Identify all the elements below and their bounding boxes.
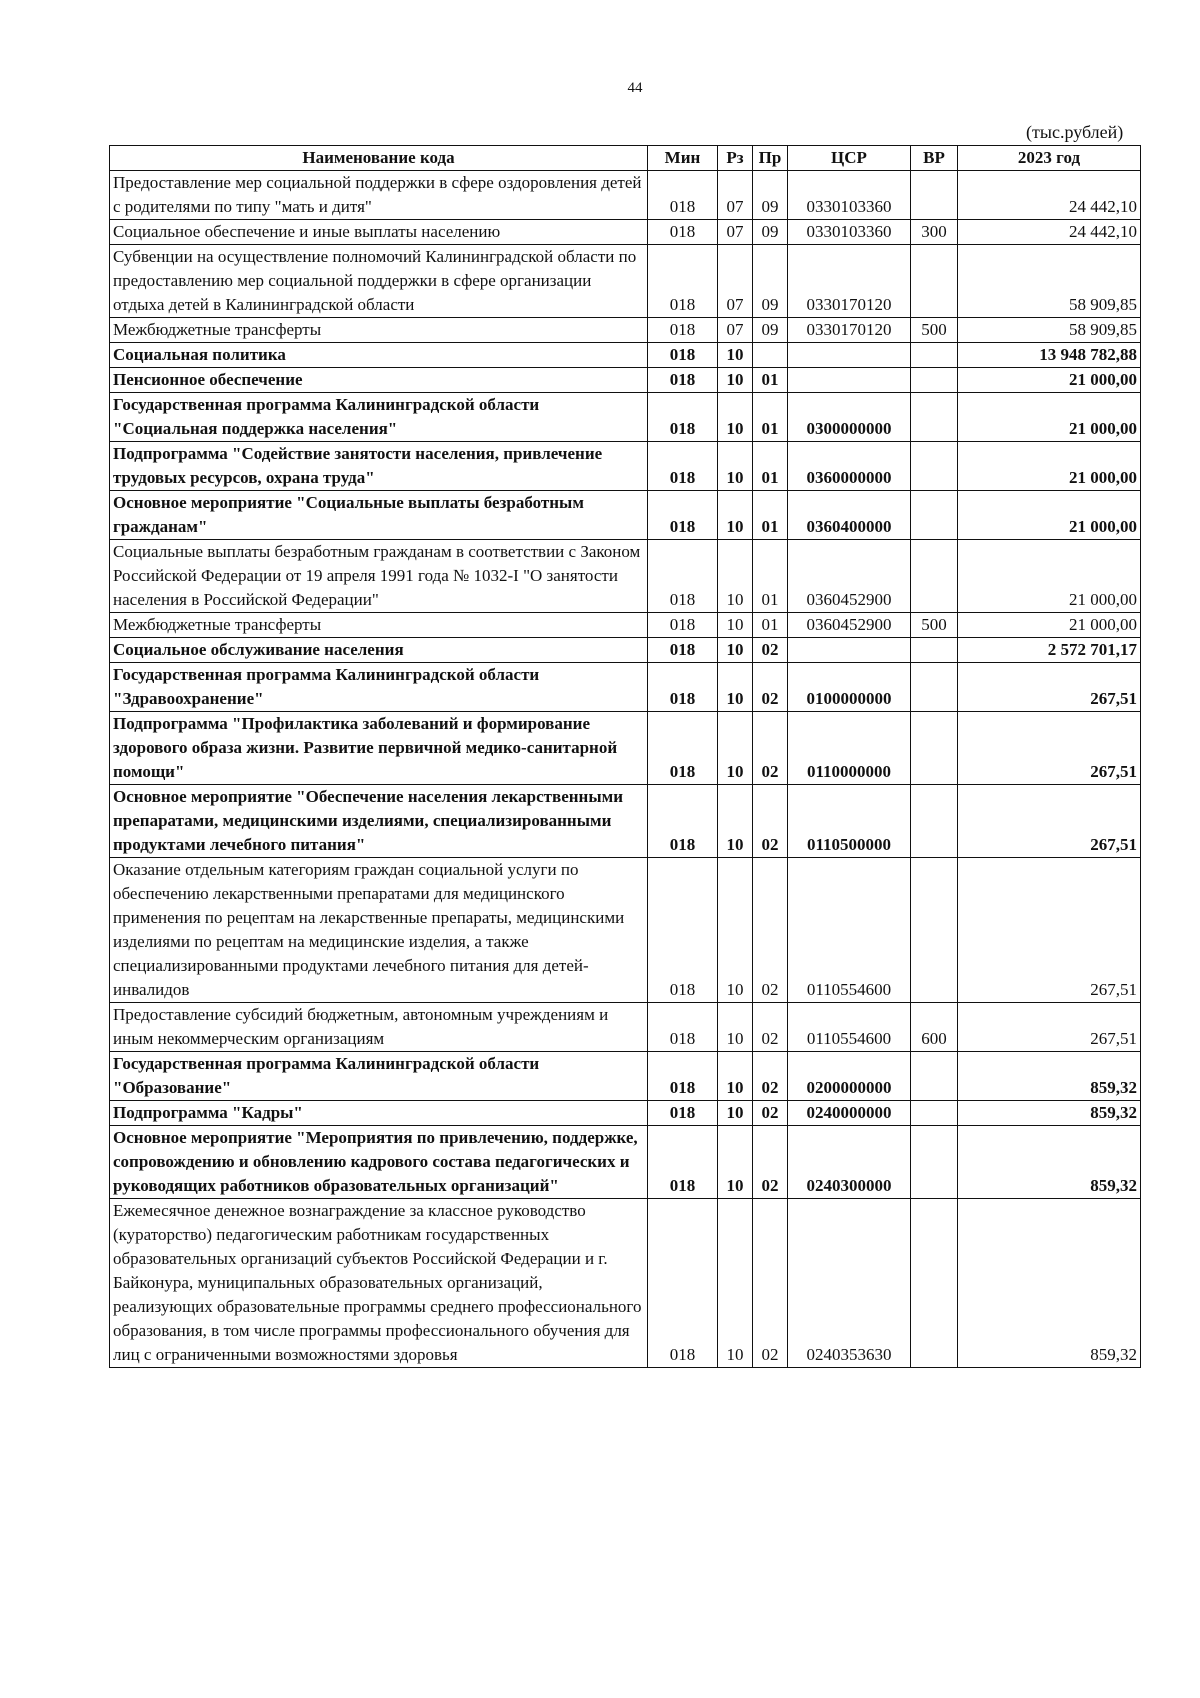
cell-vr: 300 xyxy=(911,220,958,245)
cell-rz: 10 xyxy=(718,1126,753,1199)
cell-pr: 02 xyxy=(753,1003,788,1052)
cell-name: Подпрограмма "Кадры" xyxy=(110,1101,648,1126)
col-header-pr: Пр xyxy=(753,146,788,171)
table-row xyxy=(110,785,1141,858)
cell-vr xyxy=(911,491,958,540)
cell-amount: 267,51 xyxy=(958,858,1141,1003)
unit-label: (тыс.рублей) xyxy=(1026,122,1124,142)
cell-pr: 02 xyxy=(753,785,788,858)
table-row xyxy=(110,442,1141,491)
cell-pr: 09 xyxy=(753,171,788,220)
table-row xyxy=(110,1101,1141,1126)
cell-min: 018 xyxy=(648,220,718,245)
cell-csr: 0110554600 xyxy=(788,1003,911,1052)
table-row xyxy=(110,663,1141,712)
cell-csr xyxy=(788,638,911,663)
cell-rz: 07 xyxy=(718,220,753,245)
cell-amount: 58 909,85 xyxy=(958,318,1141,343)
cell-rz: 10 xyxy=(718,613,753,638)
table-row xyxy=(110,245,1141,318)
cell-rz: 10 xyxy=(718,712,753,785)
cell-vr xyxy=(911,638,958,663)
cell-min: 018 xyxy=(648,171,718,220)
cell-pr: 02 xyxy=(753,712,788,785)
cell-vr xyxy=(911,343,958,368)
cell-amount: 267,51 xyxy=(958,1003,1141,1052)
cell-rz: 07 xyxy=(718,318,753,343)
cell-amount: 58 909,85 xyxy=(958,245,1141,318)
cell-pr: 02 xyxy=(753,1126,788,1199)
cell-name: Государственная программа Калининградской области "Образование" xyxy=(110,1052,648,1101)
cell-csr: 0330103360 xyxy=(788,220,911,245)
cell-vr xyxy=(911,858,958,1003)
cell-name: Социальные выплаты безработным гражданам в соответствии с Законом Российской Федерации от 19 апреля 1991 года № 1032-I "О занятости населения в Российской Федерации" xyxy=(110,540,648,613)
cell-pr: 09 xyxy=(753,318,788,343)
cell-pr: 01 xyxy=(753,613,788,638)
table-row xyxy=(110,343,1141,368)
page-number: 44 xyxy=(627,80,643,96)
table-body xyxy=(110,171,1141,1368)
cell-csr: 0360452900 xyxy=(788,613,911,638)
col-header-year: 2023 год xyxy=(958,146,1141,171)
cell-name: Социальное обслуживание населения xyxy=(110,638,648,663)
cell-amount: 21 000,00 xyxy=(958,368,1141,393)
cell-min: 018 xyxy=(648,368,718,393)
cell-amount: 267,51 xyxy=(958,785,1141,858)
cell-rz: 10 xyxy=(718,540,753,613)
cell-name: Межбюджетные трансферты xyxy=(110,318,648,343)
cell-amount: 21 000,00 xyxy=(958,491,1141,540)
cell-min: 018 xyxy=(648,1199,718,1368)
table-row xyxy=(110,1126,1141,1199)
cell-pr: 01 xyxy=(753,442,788,491)
cell-pr: 02 xyxy=(753,663,788,712)
table-row xyxy=(110,638,1141,663)
cell-amount: 13 948 782,88 xyxy=(958,343,1141,368)
cell-name: Социальная политика xyxy=(110,343,648,368)
budget-table xyxy=(109,145,1141,1368)
cell-pr: 01 xyxy=(753,491,788,540)
cell-rz: 10 xyxy=(718,1199,753,1368)
cell-rz: 07 xyxy=(718,171,753,220)
cell-csr: 0110500000 xyxy=(788,785,911,858)
col-header-name: Наименование кода xyxy=(110,146,648,171)
table-row xyxy=(110,1199,1141,1368)
cell-min: 018 xyxy=(648,540,718,613)
cell-min: 018 xyxy=(648,245,718,318)
cell-csr: 0360452900 xyxy=(788,540,911,613)
cell-vr: 500 xyxy=(911,318,958,343)
cell-vr xyxy=(911,785,958,858)
cell-rz: 07 xyxy=(718,245,753,318)
cell-csr: 0360000000 xyxy=(788,442,911,491)
cell-min: 018 xyxy=(648,613,718,638)
cell-csr: 0110000000 xyxy=(788,712,911,785)
cell-min: 018 xyxy=(648,1003,718,1052)
cell-name: Подпрограмма "Содействие занятости населения, привлечение трудовых ресурсов, охрана труда" xyxy=(110,442,648,491)
cell-name: Субвенции на осуществление полномочий Калининградской области по предоставлению мер социальной поддержки в сфере организации отдыха детей в Калининградской области xyxy=(110,245,648,318)
cell-amount: 21 000,00 xyxy=(958,613,1141,638)
cell-csr: 0330170120 xyxy=(788,318,911,343)
cell-name: Основное мероприятие "Обеспечение населения лекарственными препаратами, медицинскими изделиями, специализированными продуктами лечебного питания" xyxy=(110,785,648,858)
cell-rz: 10 xyxy=(718,442,753,491)
cell-amount: 21 000,00 xyxy=(958,442,1141,491)
cell-vr xyxy=(911,171,958,220)
cell-pr: 09 xyxy=(753,245,788,318)
table-row xyxy=(110,712,1141,785)
cell-amount: 859,32 xyxy=(958,1101,1141,1126)
cell-csr: 0240000000 xyxy=(788,1101,911,1126)
cell-vr xyxy=(911,1052,958,1101)
cell-vr xyxy=(911,712,958,785)
cell-min: 018 xyxy=(648,318,718,343)
table-row xyxy=(110,1003,1141,1052)
cell-rz: 10 xyxy=(718,368,753,393)
table-row xyxy=(110,368,1141,393)
cell-name: Ежемесячное денежное вознаграждение за классное руководство (кураторство) педагогическим работникам государственных образовательных организаций субъектов Российской Федерации и г. Байконура, муниципальных образовательных организаций, реализующих образовательные программы среднего профессионального образования, в том числе программы профессионального обучения для лиц с ограниченными возможностями здоровья xyxy=(110,1199,648,1368)
cell-csr: 0240353630 xyxy=(788,1199,911,1368)
cell-vr xyxy=(911,1126,958,1199)
cell-pr: 02 xyxy=(753,858,788,1003)
cell-name: Подпрограмма "Профилактика заболеваний и формирование здорового образа жизни. Развитие первичной медико-санитарной помощи" xyxy=(110,712,648,785)
cell-amount: 21 000,00 xyxy=(958,540,1141,613)
cell-amount: 267,51 xyxy=(958,712,1141,785)
cell-vr: 500 xyxy=(911,613,958,638)
cell-rz: 10 xyxy=(718,638,753,663)
cell-amount: 24 442,10 xyxy=(958,220,1141,245)
cell-name: Предоставление субсидий бюджетным, автономным учреждениям и иным некоммерческим организациям xyxy=(110,1003,648,1052)
cell-min: 018 xyxy=(648,638,718,663)
table-row xyxy=(110,318,1141,343)
cell-csr: 0100000000 xyxy=(788,663,911,712)
cell-rz: 10 xyxy=(718,343,753,368)
cell-amount: 21 000,00 xyxy=(958,393,1141,442)
cell-name: Предоставление мер социальной поддержки в сфере оздоровления детей с родителями по типу "мать и дитя" xyxy=(110,171,648,220)
cell-name: Межбюджетные трансферты xyxy=(110,613,648,638)
cell-rz: 10 xyxy=(718,785,753,858)
table-row xyxy=(110,858,1141,1003)
cell-name: Государственная программа Калининградской области "Здравоохранение" xyxy=(110,663,648,712)
table-row xyxy=(110,491,1141,540)
cell-min: 018 xyxy=(648,858,718,1003)
cell-rz: 10 xyxy=(718,1052,753,1101)
cell-amount: 859,32 xyxy=(958,1126,1141,1199)
cell-vr xyxy=(911,1199,958,1368)
cell-vr xyxy=(911,663,958,712)
cell-amount: 859,32 xyxy=(958,1199,1141,1368)
cell-min: 018 xyxy=(648,1126,718,1199)
col-header-csr: ЦСР xyxy=(788,146,911,171)
table-row xyxy=(110,220,1141,245)
cell-pr: 02 xyxy=(753,1199,788,1368)
cell-amount: 267,51 xyxy=(958,663,1141,712)
cell-pr: 01 xyxy=(753,368,788,393)
col-header-rz: Рз xyxy=(718,146,753,171)
table-row xyxy=(110,540,1141,613)
cell-name: Пенсионное обеспечение xyxy=(110,368,648,393)
cell-pr: 02 xyxy=(753,1101,788,1126)
cell-amount: 2 572 701,17 xyxy=(958,638,1141,663)
table-header-row xyxy=(110,146,1141,171)
cell-name: Основное мероприятие "Мероприятия по привлечению, поддержке, сопровождению и обновлению кадрового состава педагогических и руководящих работников образовательных организаций" xyxy=(110,1126,648,1199)
cell-min: 018 xyxy=(648,712,718,785)
cell-min: 018 xyxy=(648,442,718,491)
table-row xyxy=(110,393,1141,442)
cell-vr xyxy=(911,540,958,613)
cell-name: Государственная программа Калининградской области "Социальная поддержка населения" xyxy=(110,393,648,442)
cell-csr: 0360400000 xyxy=(788,491,911,540)
cell-min: 018 xyxy=(648,663,718,712)
cell-vr: 600 xyxy=(911,1003,958,1052)
cell-name: Социальное обеспечение и иные выплаты населению xyxy=(110,220,648,245)
cell-amount: 859,32 xyxy=(958,1052,1141,1101)
cell-csr: 0330170120 xyxy=(788,245,911,318)
cell-min: 018 xyxy=(648,343,718,368)
cell-pr: 01 xyxy=(753,540,788,613)
col-header-vr: ВР xyxy=(911,146,958,171)
cell-vr xyxy=(911,368,958,393)
cell-pr: 09 xyxy=(753,220,788,245)
table-row xyxy=(110,1052,1141,1101)
cell-min: 018 xyxy=(648,1101,718,1126)
table-row xyxy=(110,171,1141,220)
cell-name: Оказание отдельным категориям граждан социальной услуги по обеспечению лекарственными препаратами для медицинского применения по рецептам на лекарственные препараты, медицинскими изделиями по рецептам на медицинские изделия, а также специализированными продуктами лечебного питания для детей-инвалидов xyxy=(110,858,648,1003)
cell-min: 018 xyxy=(648,491,718,540)
cell-vr xyxy=(911,442,958,491)
cell-csr: 0240300000 xyxy=(788,1126,911,1199)
cell-name: Основное мероприятие "Социальные выплаты безработным гражданам" xyxy=(110,491,648,540)
cell-csr: 0300000000 xyxy=(788,393,911,442)
cell-rz: 10 xyxy=(718,491,753,540)
cell-min: 018 xyxy=(648,393,718,442)
cell-pr: 02 xyxy=(753,638,788,663)
cell-rz: 10 xyxy=(718,393,753,442)
cell-amount: 24 442,10 xyxy=(958,171,1141,220)
col-header-min: Мин xyxy=(648,146,718,171)
cell-rz: 10 xyxy=(718,858,753,1003)
cell-pr: 01 xyxy=(753,393,788,442)
cell-csr: 0330103360 xyxy=(788,171,911,220)
cell-rz: 10 xyxy=(718,1003,753,1052)
cell-min: 018 xyxy=(648,785,718,858)
cell-pr xyxy=(753,343,788,368)
cell-csr xyxy=(788,343,911,368)
cell-rz: 10 xyxy=(718,1101,753,1126)
table-row xyxy=(110,613,1141,638)
cell-csr: 0110554600 xyxy=(788,858,911,1003)
cell-min: 018 xyxy=(648,1052,718,1101)
cell-csr xyxy=(788,368,911,393)
cell-vr xyxy=(911,393,958,442)
cell-vr xyxy=(911,1101,958,1126)
cell-rz: 10 xyxy=(718,663,753,712)
cell-csr: 0200000000 xyxy=(788,1052,911,1101)
cell-pr: 02 xyxy=(753,1052,788,1101)
cell-vr xyxy=(911,245,958,318)
